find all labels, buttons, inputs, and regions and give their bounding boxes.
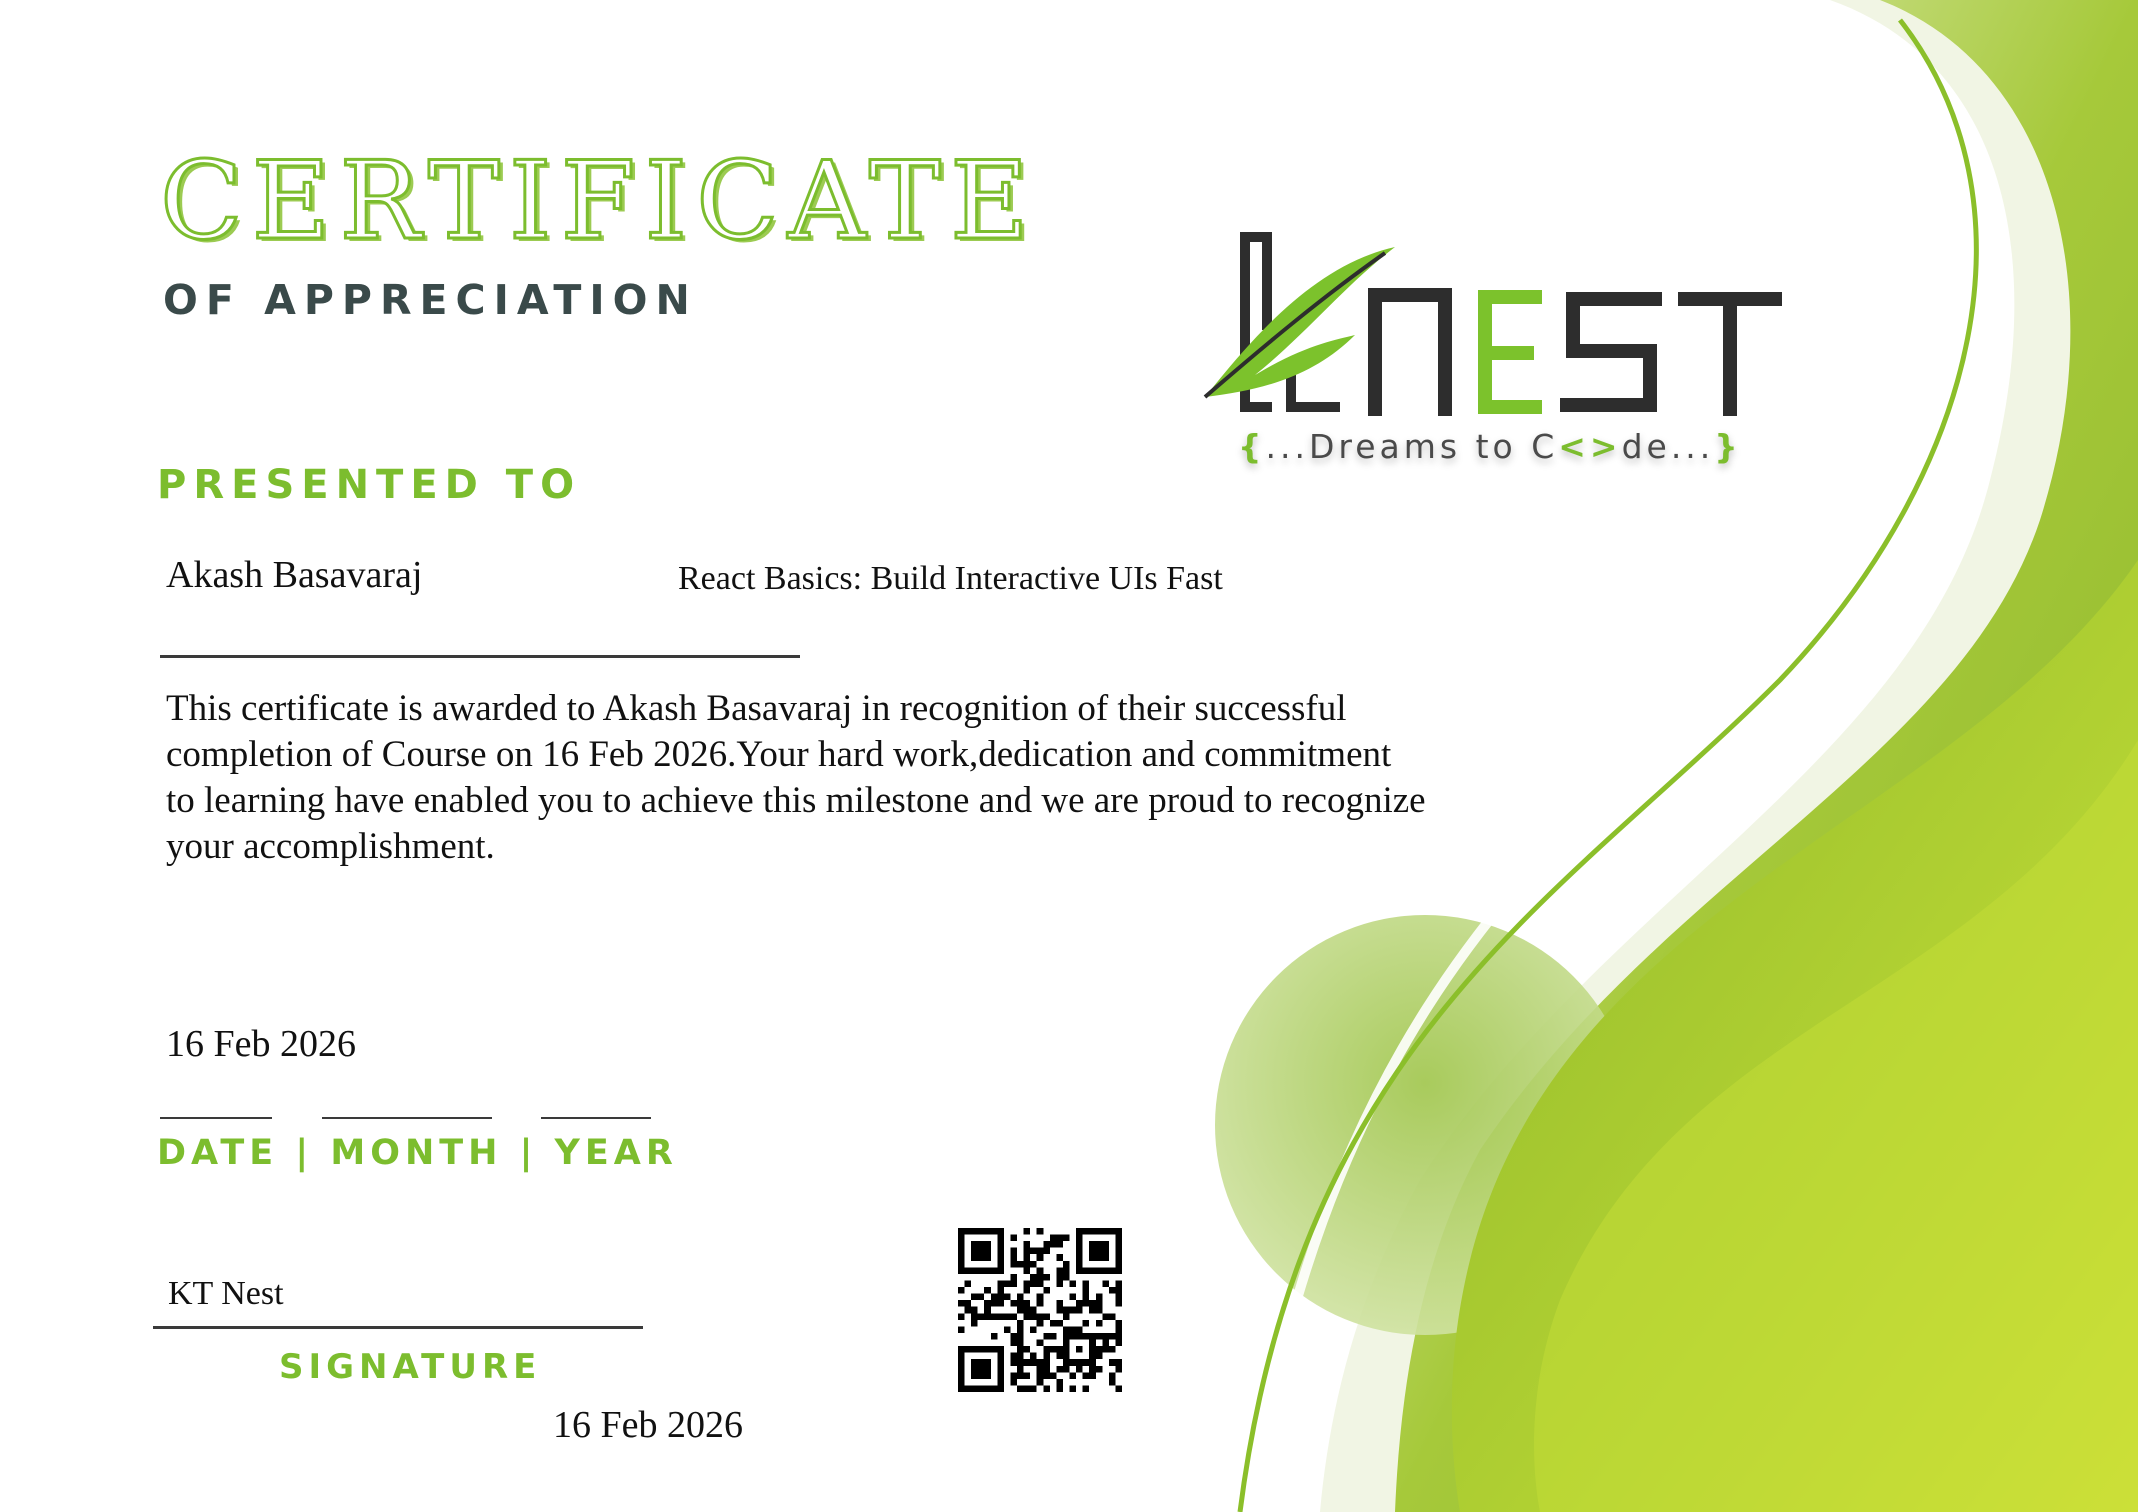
logo-tagline <box>1238 427 1742 466</box>
year-underline <box>541 1117 651 1119</box>
feather-icon <box>1205 247 1395 397</box>
certificate-title: CERTIFICATE <box>160 139 1038 264</box>
tagline-close-brace: } <box>1714 427 1742 466</box>
date-underline <box>160 1117 272 1119</box>
logo-wordmark <box>1375 295 1775 409</box>
qr-code[interactable] <box>958 1228 1122 1392</box>
tagline-text-end: de... <box>1621 427 1715 466</box>
signature-line <box>153 1326 643 1329</box>
code-brackets-icon: <> <box>1558 427 1622 466</box>
tagline-text-start: ...Dreams to C <box>1265 427 1559 466</box>
completion-date: 16 Feb 2026 <box>166 1023 356 1065</box>
course-name: React Basics: Build Interactive UIs Fast <box>678 560 1223 597</box>
tagline-open-brace: { <box>1238 427 1266 466</box>
presented-to-label: PRESENTED TO <box>157 462 582 508</box>
signer-name: KT Nest <box>168 1275 284 1312</box>
recipient-name: Akash Basavaraj <box>166 554 423 596</box>
date-month-year-label: DATE | MONTH | YEAR <box>157 1133 678 1173</box>
issue-date: 16 Feb 2026 <box>553 1404 743 1446</box>
signature-label: SIGNATURE <box>279 1347 542 1387</box>
certificate-subtitle: OF APPRECIATION <box>163 276 698 324</box>
certificate-body-text: This certificate is awarded to Akash Basavaraj in recognition of their successful completion of Course on 16 Feb 2026.Your hard work,dedication and commitment to learning have enabled you to achieve this milestone and we are proud to recognize your accomplishment. <box>166 688 1426 867</box>
month-underline <box>322 1117 492 1119</box>
name-underline <box>160 655 800 658</box>
